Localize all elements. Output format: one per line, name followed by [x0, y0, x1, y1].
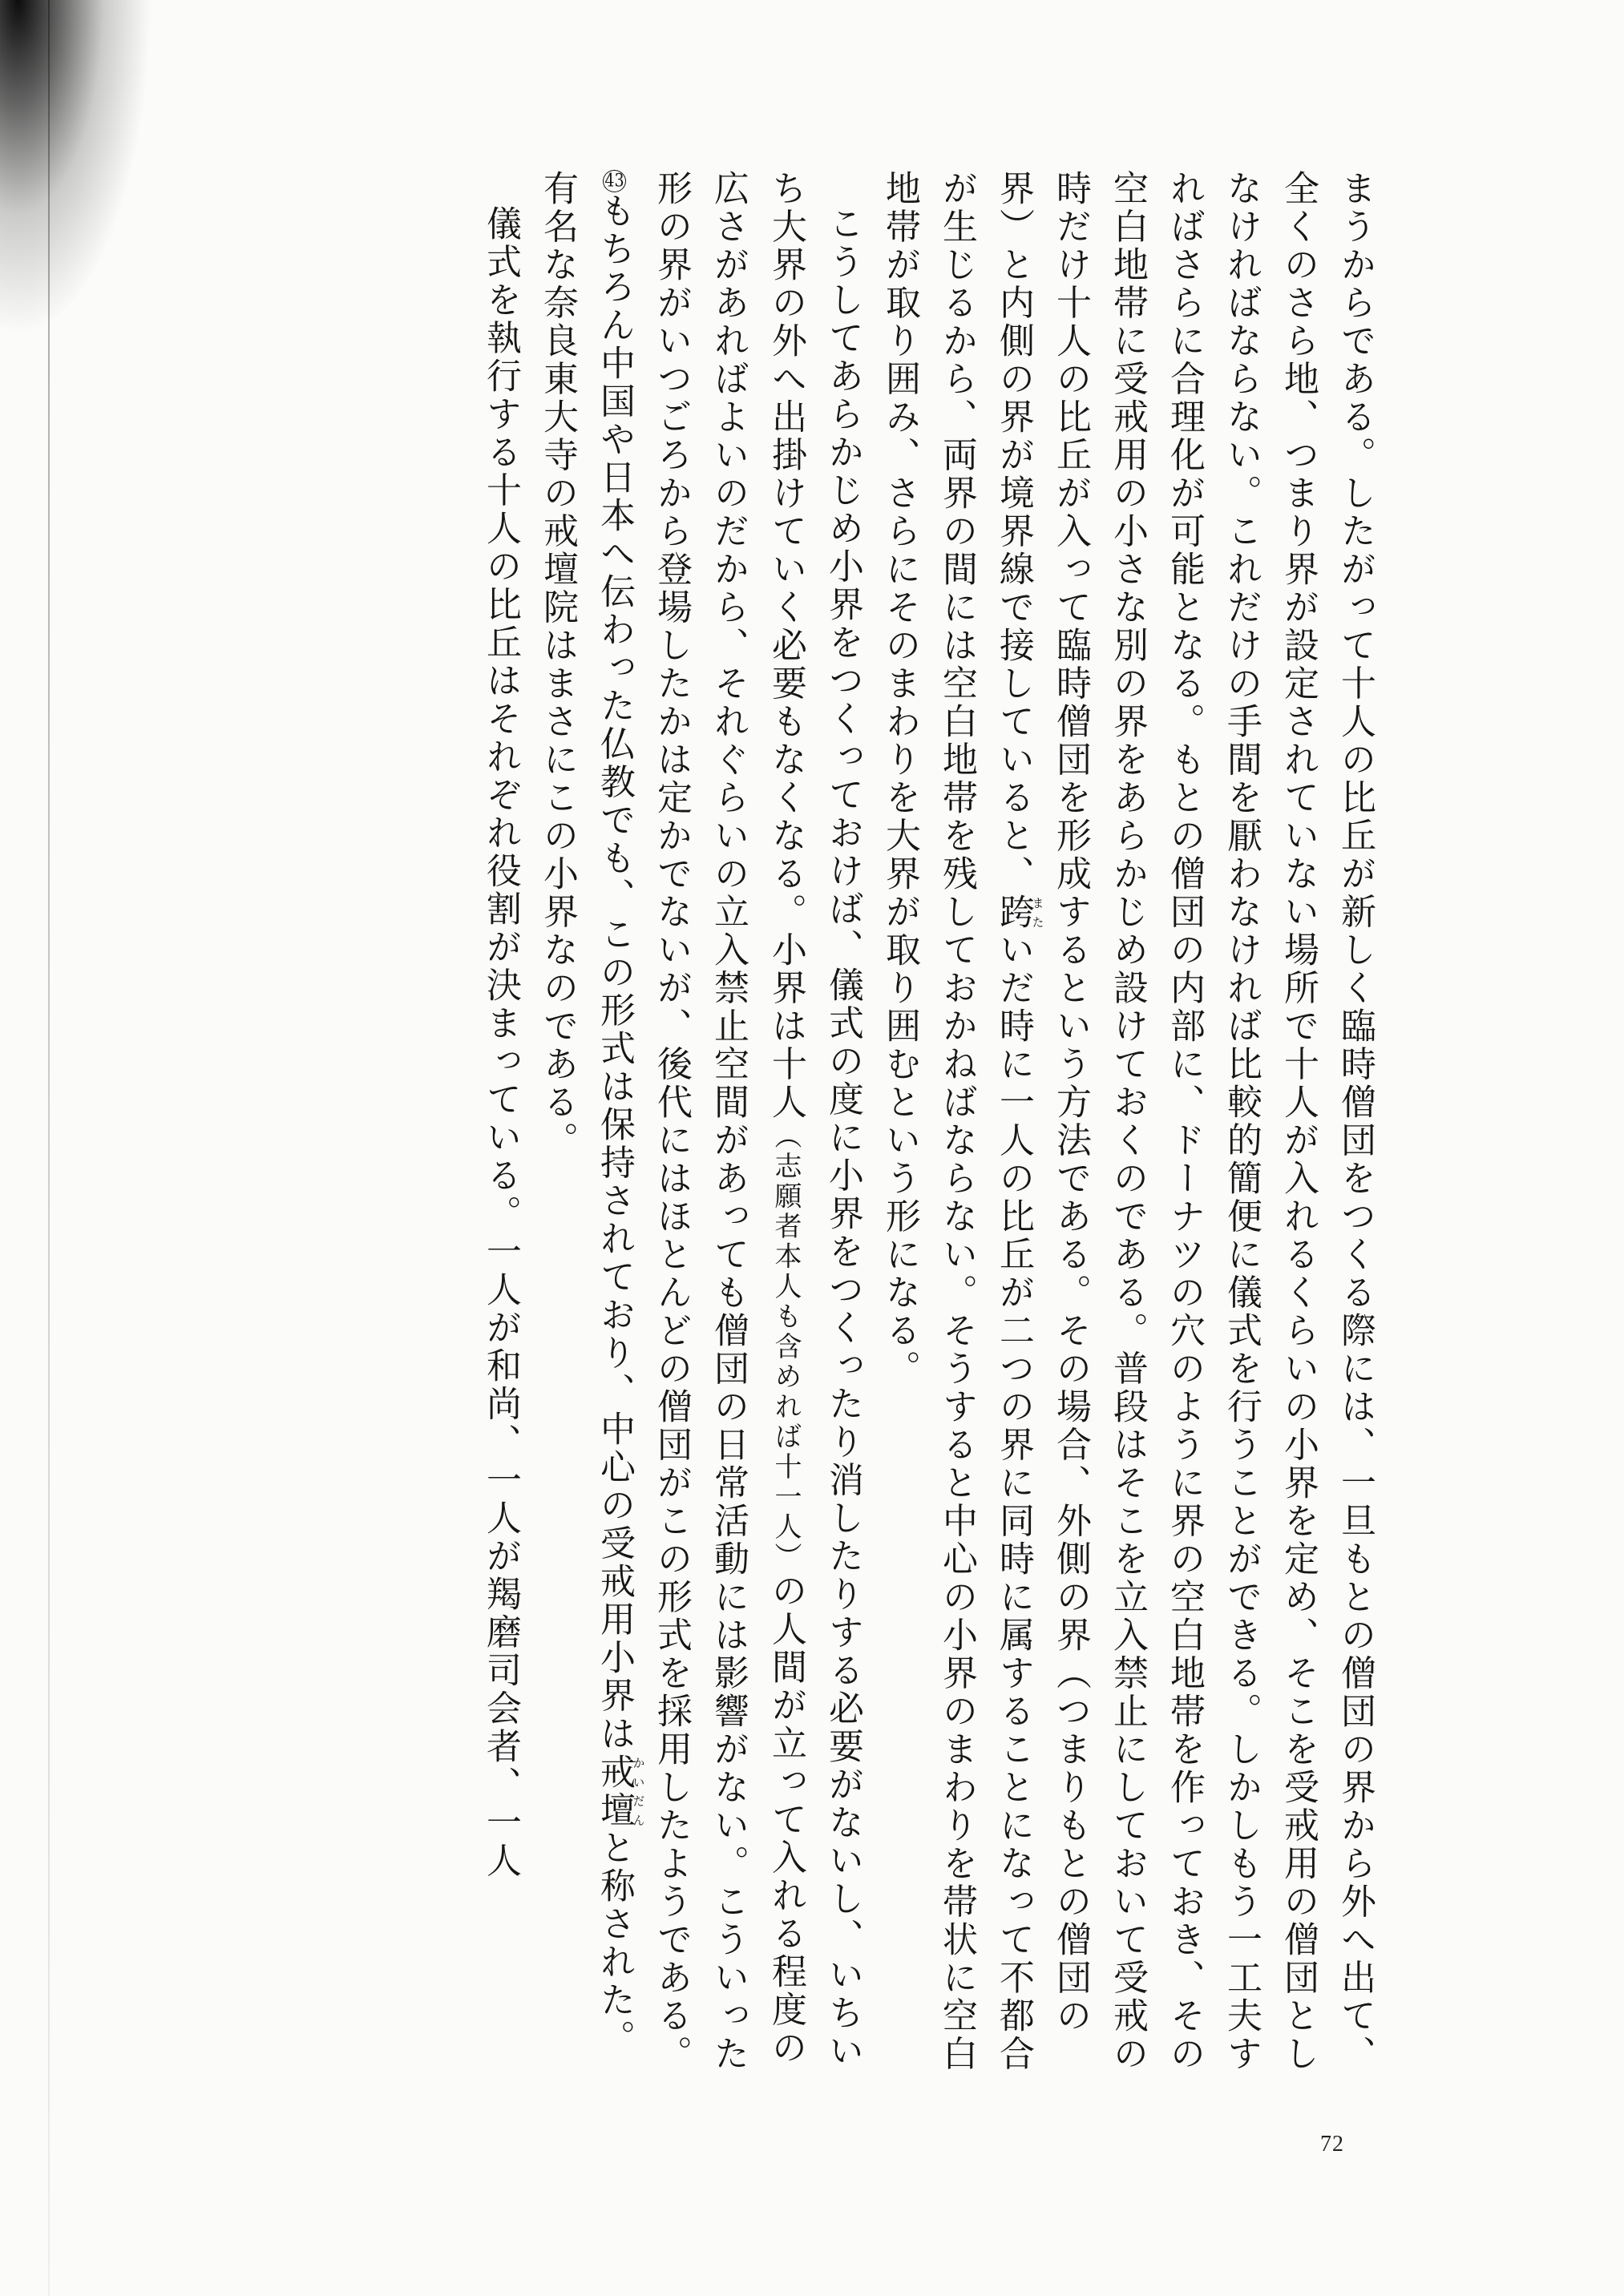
ruby-reading: また	[1030, 893, 1045, 931]
text-segment: と称された。有名な奈良東大寺の戒壇院はまさにこの小界なのである。	[537, 170, 635, 2058]
page-number: 72	[1320, 2132, 1344, 2157]
text-segment: いだ時に一人の比丘が二つの界に同時に属することになって不都合が生じるから、両界の間には空白地帯を残しておかねばならない。そうすると中心の小界のまわりを帯状に空白地帯が取り囲み、さらにそのまわりを大界が取り囲むという形になる。	[879, 170, 1034, 2073]
ruby-word	[594, 1753, 646, 1830]
ruby-word	[993, 893, 1045, 932]
ruby-base: 跨	[993, 893, 1034, 931]
text-segment: の人間が立って入れる程度の広さがあればよいのだから、それぐらいの立入禁止空間があっても僧団の日常活動には影響がない。こういった形の界がいつごろから登場したかは定かでないが、後代にはほとんどの僧団がこの形式を採用したようである。	[651, 170, 806, 2073]
footnote-marker: 43	[603, 170, 626, 192]
text-segment: こうしてあらかじめ小界をつくっておけば、儀式の度に小界をつくったり消したりする必要がないし、いちいち大界の外へ出掛けていく必要もなくなる。小界は十人	[766, 170, 863, 2071]
paragraph-1	[871, 170, 1384, 2085]
paragraph-2	[529, 170, 871, 2085]
parenthetical-note: （志願者本人も含めれば十一人）	[770, 1121, 802, 1572]
paragraph-3	[472, 170, 529, 2085]
ruby-reading: かいだん	[631, 1753, 646, 1830]
scan-shadow	[0, 0, 152, 337]
ruby-base: 戒壇	[594, 1753, 635, 1830]
text-segment: まうからである。したがって十人の比丘が新しく臨時僧団をつくる際には、一旦もとの僧団の界から外へ出て、全くのさら地、つまり界が設定されていない場所で十人が入れるくらいの小界を定め、そこを受戒用の僧団としなければならない。これだけの手間を厭わなければ比較的簡便に儀式を行うことができる。しかしもう一工夫すればさらに合理化が可能となる。もとの僧団の内部に、ドーナツの穴のように界の空白地帯を作っておき、その空白地帯に受戒用の小さな別の界をあらかじめ設けておくのである。普段はそこを立入禁止にしておいて受戒の時だけ十人の比丘が入って臨時僧団を形成するという方法である。その場合、外側の界（つまりもとの僧団の界）と内側の界が境界線で接していると、	[993, 170, 1376, 2073]
scan-edge	[48, 0, 50, 2296]
text-segment: 儀式を執行する十人の比丘はそれぞれ役割が決まっている。一人が和尚、一人が羯磨司会者、一人	[480, 205, 521, 1880]
body-text	[472, 170, 1384, 2085]
text-segment: もちろん中国や日本へ伝わった仏教でも、この形式は保持されており、中心の受戒用小界は	[594, 192, 635, 1753]
